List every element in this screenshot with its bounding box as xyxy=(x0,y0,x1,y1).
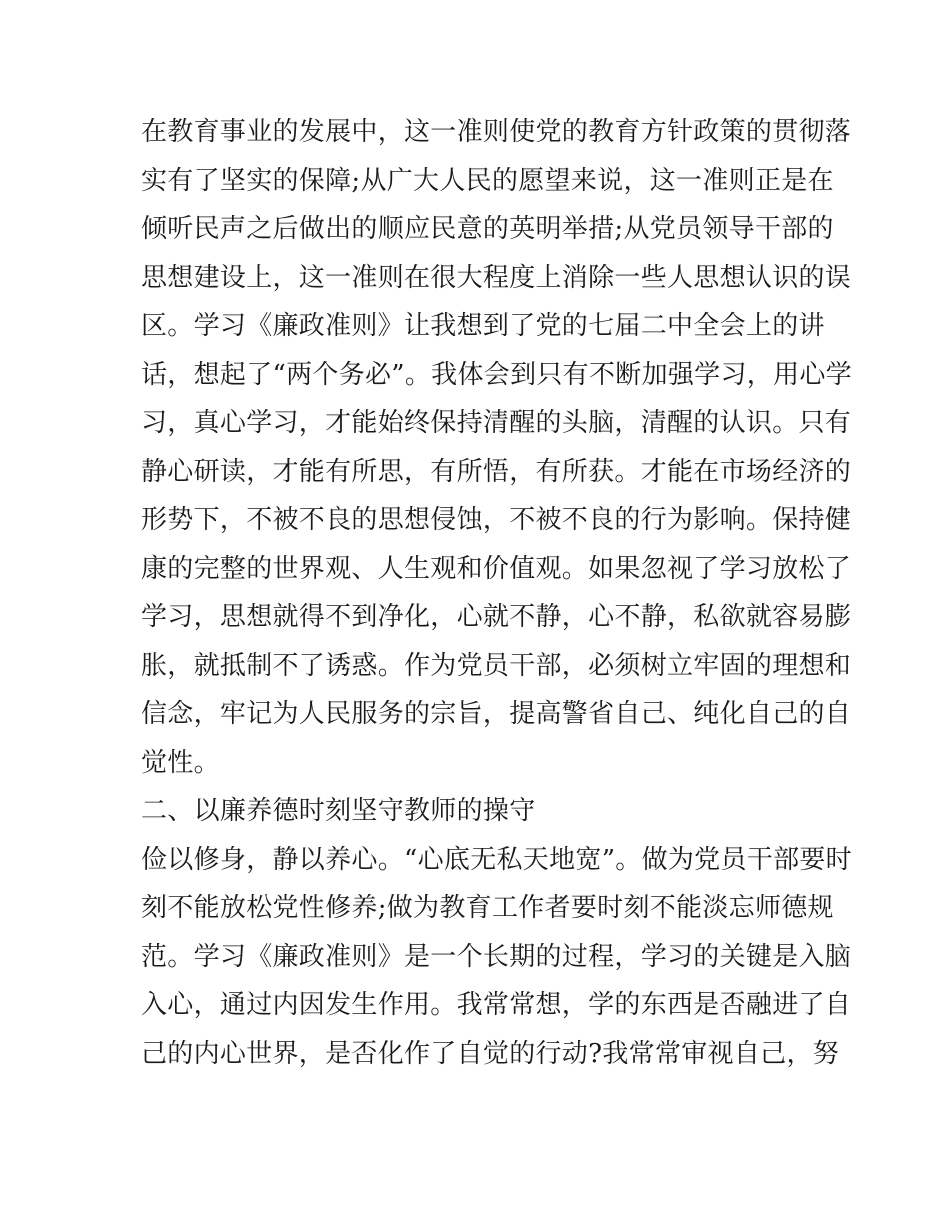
text-line: 范。学习《廉政准则》是一个长期的过程，学习的关键是入脑 xyxy=(141,941,852,972)
text-line: 静心研读，才能有所思，有所悟，有所获。才能在市场经济的 xyxy=(141,456,852,487)
body-text xyxy=(141,108,852,1078)
text-line: 觉性。 xyxy=(141,747,220,778)
text-line: 胀，就抵制不了诱惑。作为党员干部，必须树立牢固的理想和 xyxy=(141,650,852,681)
text-line: 区。学习《廉政准则》让我想到了党的七届二中全会上的讲 xyxy=(141,311,825,341)
section-heading: 二、以廉养德时刻坚守教师的操守 xyxy=(141,796,536,826)
text-line: 实有了坚实的保障;从广大人民的愿望来说，这一准则正是在 xyxy=(141,165,834,196)
text-line: 习，真心学习，才能始终保持清醒的头脑，清醒的认识。只有 xyxy=(141,408,852,438)
text-line: 己的内心世界，是否化作了自觉的行动?我常常审视自己，努 xyxy=(141,1038,840,1069)
text-line: 学习，思想就得不到净化，心就不静，心不静，私欲就容易膨 xyxy=(141,602,852,632)
text-line: 俭以修身，静以养心。“心底无私天地宽”。做为党员干部要时 xyxy=(141,844,852,875)
text-line: 信念，牢记为人民服务的宗旨，提高警省自己、纯化自己的自 xyxy=(141,699,852,729)
text-line: 话，想起了“两个务必”。我体会到只有不断加强学习，用心学 xyxy=(141,359,852,390)
text-line: 思想建设上，这一准则在很大程度上消除一些人思想认识的误 xyxy=(141,262,852,293)
text-line: 在教育事业的发展中，这一准则使党的教育方针政策的贯彻落 xyxy=(141,117,852,147)
text-line: 刻不能放松党性修养;做为教育工作者要时刻不能淡忘师德规 xyxy=(141,893,834,923)
text-line: 倾听民声之后做出的顺应民意的英明举措;从党员领导干部的 xyxy=(141,214,834,244)
text-line: 康的完整的世界观、人生观和价值观。如果忽视了学习放松了 xyxy=(141,553,852,584)
text-line: 形势下，不被不良的思想侵蚀，不被不良的行为影响。保持健 xyxy=(141,505,852,535)
text-line: 入心，通过内因发生作用。我常常想，学的东西是否融进了自 xyxy=(141,990,852,1020)
